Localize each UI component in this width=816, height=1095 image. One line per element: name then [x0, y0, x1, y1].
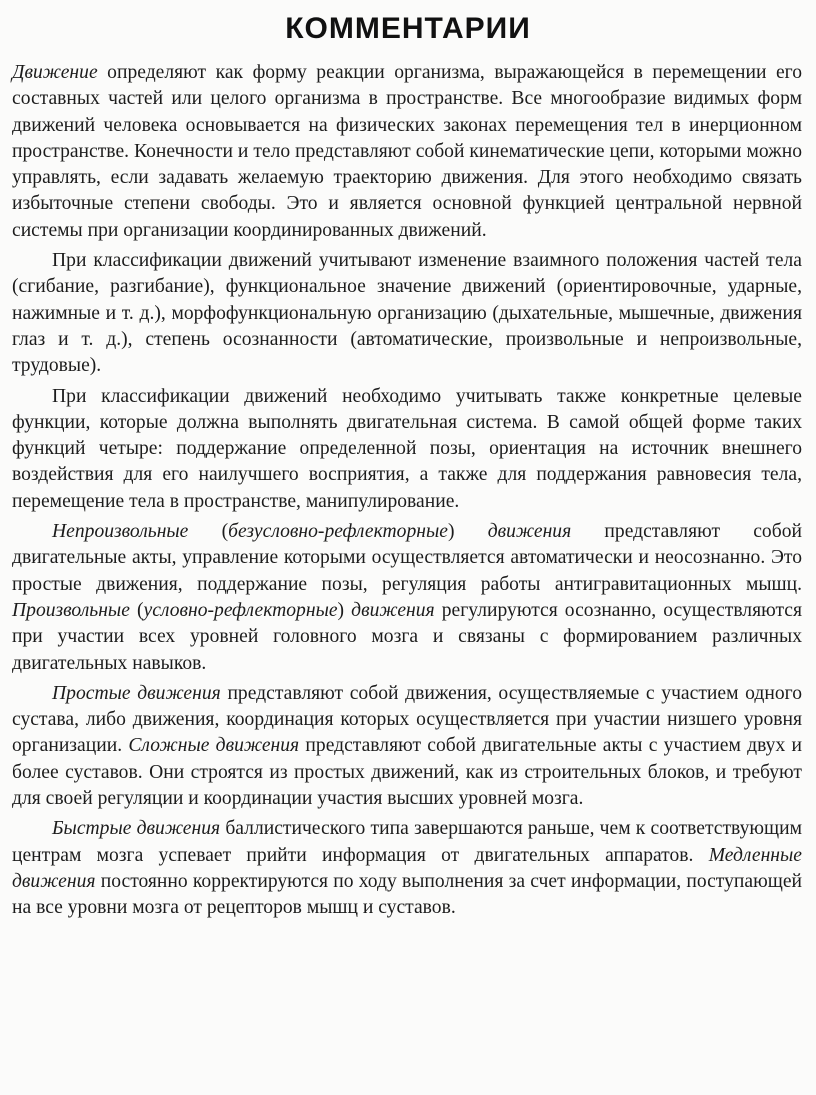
commentary-text	[12, 60, 802, 922]
text-run: )	[447, 521, 488, 543]
italic-term: условно-рефлекторные	[143, 599, 338, 621]
italic-term: движения	[351, 599, 435, 621]
paragraph	[12, 681, 802, 812]
text-run: )	[337, 599, 352, 621]
text-run: (	[188, 521, 229, 543]
paragraph	[12, 248, 802, 379]
italic-term: Движение	[12, 62, 98, 83]
text-run: представляют собой двигательные акты, управление которыми осуществляется автоматически и неосознанно. Это простые движения, поддержание позы, регуляция работы антигравитационных мышц.	[12, 521, 802, 595]
italic-term: Простые движения	[52, 682, 221, 704]
text-run: определяют как форму реакции организма, выражающейся в перемещении его составных частей или целого организма в пространстве. Все многообразие видимых форм движений человека основывается на физических законах перемещения тел в инерционном пространстве. Конечности и тело представляют собой кинематические цепи, которыми можно управлять, если задавать желаемую траекторию движения. Для этого необходимо связать избыточные степени свободы. Это и является основной функцией центральной нервной системы при организации координированных движений.	[12, 62, 802, 241]
italic-term: движения	[487, 521, 572, 543]
text-run: (	[129, 599, 144, 621]
italic-term: безусловно-рефлекторные	[228, 521, 448, 543]
italic-term: Медленные движения	[12, 844, 802, 892]
text-run: При классификации движений учитывают изменение взаимного положения частей тела (сгибание, разгибание), функциональное значение движений (ориентировочные, ударные, нажимные и т. д.), морфофункциональную организацию (дыхательные, мышечные, движения глаз и т. д.), степень осознанности (автоматические, произвольные и непроизвольные, трудовые).	[12, 250, 802, 377]
italic-term: Быстрые движения	[52, 818, 221, 840]
italic-term: Произвольные	[12, 599, 130, 621]
text-run: представляют собой двигательные акты с участием двух и более суставов. Они строятся из простых движений, как из строительных блоков, и требуют для своей регуляции и координации участия высших уровней мозга.	[12, 735, 802, 810]
paragraph	[12, 384, 802, 515]
paragraph	[12, 519, 802, 677]
text-run: баллистического типа завершаются раньше, чем к соответствующим центрам мозга успевает прийти информация от двигательных аппаратов.	[12, 818, 802, 866]
text-run: постоянно корректируются по ходу выполнения за счет информации, поступающей на все уровни мозга от рецепторов мышц и суставов.	[12, 870, 802, 919]
text-run: регулируются осознанно, осуществляются при участии всех уровней головного мозга и связаны с формированием различных двигательных навыков.	[12, 599, 802, 674]
text-run: представляют собой движения, осуществляемые с участием одного сустава, либо движения, координация которых осуществляется при участии низшего уровня организации.	[12, 682, 802, 757]
page-title: КОММЕНТАРИИ	[285, 12, 531, 45]
italic-term: Сложные движения	[128, 735, 300, 757]
text-run: При классификации движений необходимо учитывать также конкретные целевые функции, которые должна выполнять двигательная система. В самой общей форме таких функций четыре: поддержание определенной позы, ориентация на источник внешнего воздействия для его наилучшего восприятия, а также для поддержания равновесия тела, перемещение тела в пространстве, манипулирование.	[12, 385, 802, 512]
paragraph	[12, 816, 802, 921]
paragraph	[12, 60, 802, 244]
italic-term: Непроизвольные	[52, 521, 189, 543]
